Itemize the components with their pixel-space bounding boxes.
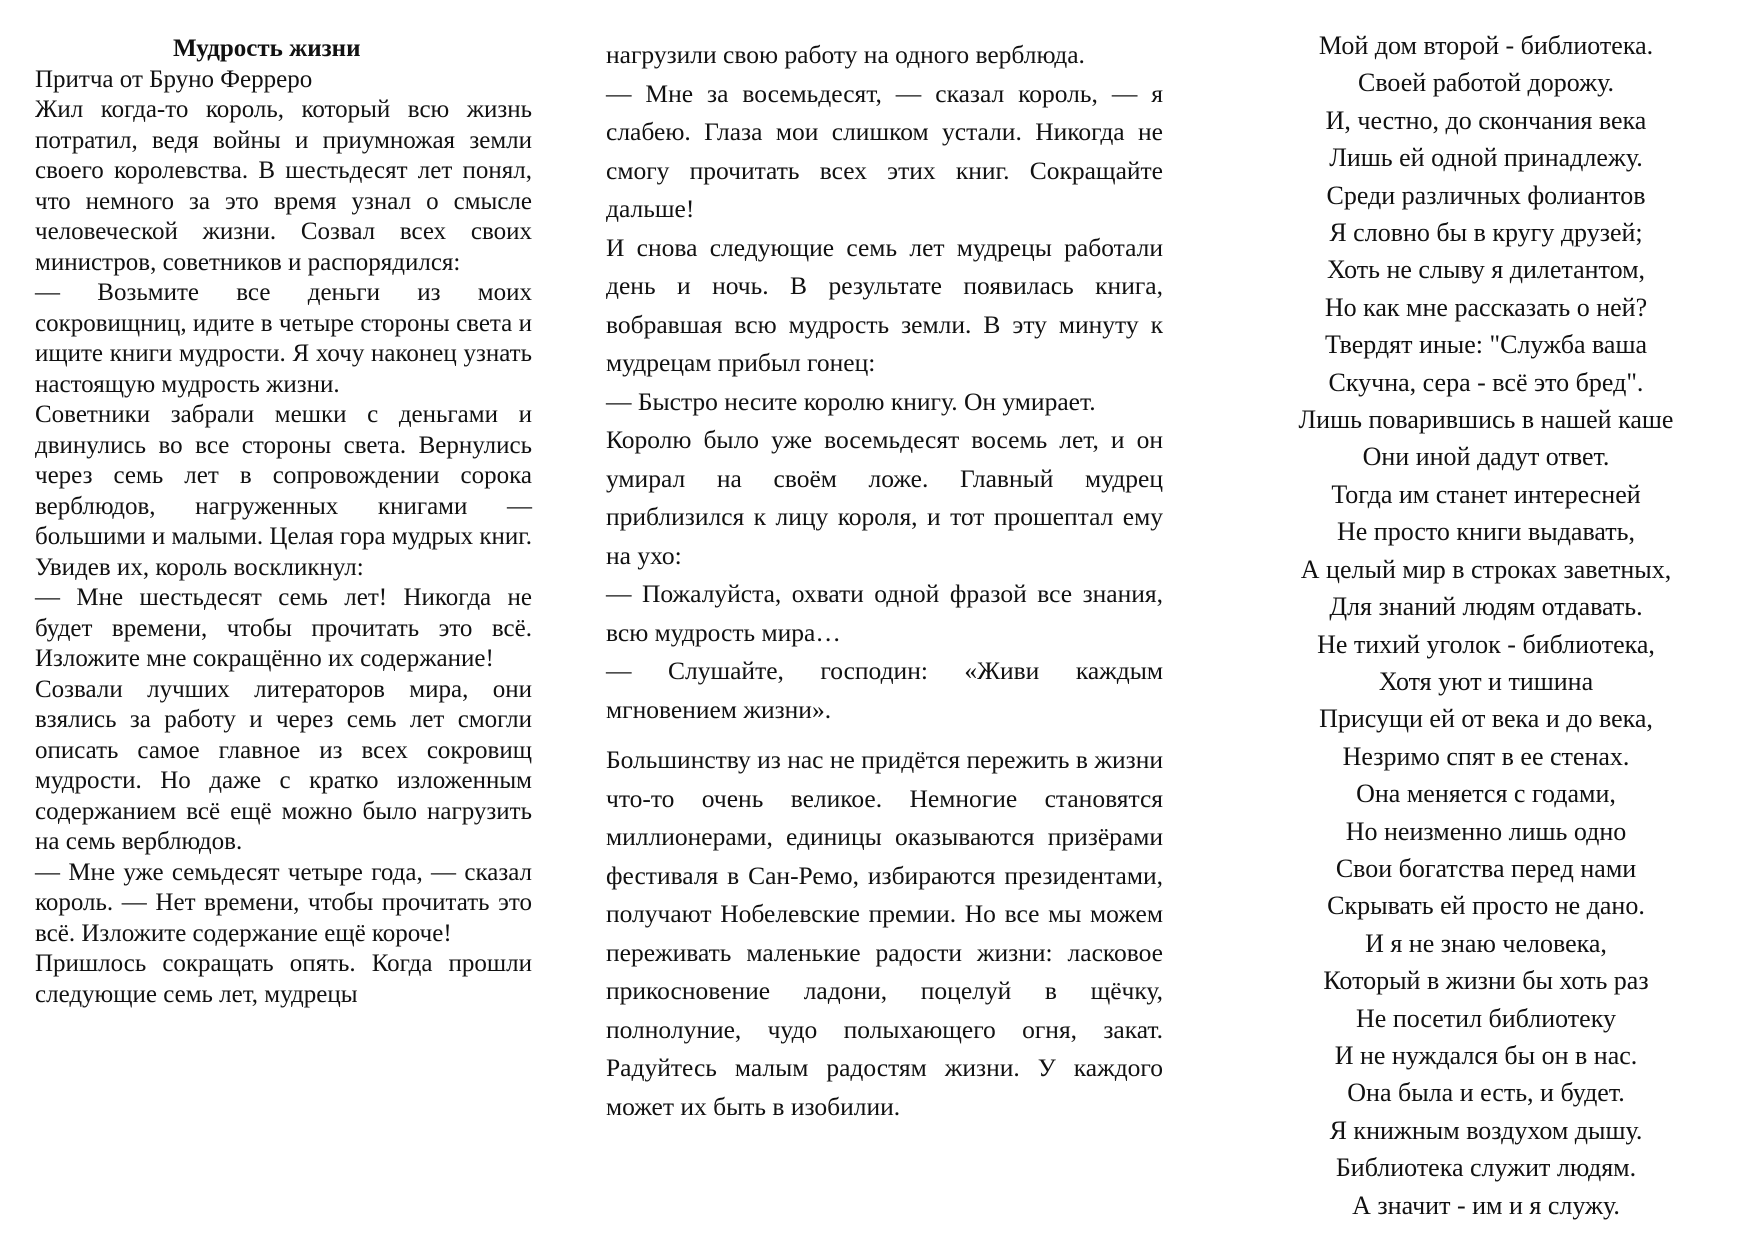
column-parable-start [35, 34, 532, 1010]
parable-paragraph: нагрузили свою работу на одного верблюда. [606, 40, 1085, 69]
poem-line: Свои богатства перед нами [1335, 853, 1637, 883]
poem-line: Который в жизни бы хоть раз [1323, 966, 1649, 996]
poem-line: А целый мир в строках заветных, [1300, 554, 1672, 584]
parable-paragraph: Советники забрали мешки с деньгами и двинулись во все стороны света. Вернулись через семь лет в сопровождении сорока верблюдов, нагруженных книгами — большими и малыми. Целая гора мудрых книг. Увидев их, король воскликнул: [35, 401, 532, 581]
poem-line: И я не знаю человека, [1365, 928, 1607, 958]
column-poem [1250, 27, 1722, 1224]
poem-line: Библиотека служит людям. [1335, 1153, 1637, 1183]
poem-line: Своей работой дорожу. [1357, 68, 1614, 98]
poem-line: Скучна, сера - всё это бред". [1328, 367, 1644, 397]
poem-line: Скрывать ей просто не дано. [1327, 891, 1645, 921]
poem-line: Лишь ей одной принадлежу. [1329, 143, 1643, 173]
poem-line: Хотя уют и тишина [1378, 666, 1594, 696]
parable-paragraph: — Мне шестьдесят семь лет! Никогда не будет времени, чтобы прочитать это всё. Изложите мне сокращённо их содержание! [35, 584, 532, 672]
poem-line: И не нуждался бы он в нас. [1334, 1040, 1638, 1070]
poem-line: Хоть не слыву я дилетантом, [1326, 255, 1646, 285]
poem-line: Мой дом второй - библиотека. [1318, 31, 1654, 60]
poem-line: Но неизменно лишь одно [1345, 816, 1627, 846]
parable-title: Мудрость жизни [173, 35, 361, 62]
poem-line: Не тихий уголок - библиотека, [1317, 629, 1655, 659]
parable-paragraph: Королю было уже восемьдесят восемь лет, и он умирал на своём ложе. Главный мудрец приблизился к лицу короля, и тот прошептал ему на ухо: [606, 425, 1163, 570]
poem-line: Не просто книги выдавать, [1336, 517, 1635, 547]
poem-line: Твердят иные: "Служба ваша [1324, 330, 1648, 360]
parable-paragraph: — Возьмите все деньги из моих сокровищниц, идите в четыре стороны света и ищите книги мудрости. Я хочу наконец узнать настоящую мудрость жизни. [35, 279, 532, 398]
parable-paragraph: Пришлось сокращать опять. Когда прошли следующие семь лет, мудрецы [35, 950, 532, 1008]
poem-line: Она была и есть, и будет. [1347, 1078, 1625, 1108]
parable-paragraph: И снова следующие семь лет мудрецы работали день и ночь. В результате появилась книга, вобравшая всю мудрость земли. В эту минуту к мудрецам прибыл гонец: [606, 232, 1163, 377]
poem-line: Незримо спят в ее стенах. [1342, 741, 1630, 771]
parable-paragraph: — Слушайте, господин: «Живи каждым мгновением жизни». [606, 656, 1163, 724]
parable-paragraph: — Мне за восемьдесят, — сказал король, — я слабею. Глаза мои слишком устали. Никогда не смогу прочитать всех этих книг. Сокращайте дальше! [606, 78, 1163, 223]
parable-paragraph: — Мне уже семьдесят четыре года, — сказал король. — Нет времени, чтобы прочитать это всё. Изложите содержание ещё короче! [35, 858, 532, 947]
poem-line: Среди различных фолиантов [1326, 180, 1646, 210]
poem-line: Не посетил библиотеку [1356, 1003, 1616, 1033]
poem-line: Но как мне рассказать о ней? [1324, 292, 1648, 322]
poem-line: Я книжным воздухом дышу. [1329, 1115, 1643, 1145]
poem-line: Тогда им станет интересней [1331, 479, 1641, 509]
column-parable-end [606, 36, 1163, 1126]
poem-line: Присущи ей от века и до века, [1319, 704, 1653, 734]
poem-line: И, честно, до скончания века [1325, 105, 1647, 135]
poem-line: Для знаний людям отдавать. [1329, 592, 1643, 622]
parable-paragraph: — Пожалуйста, охвати одной фразой все знания, всю мудрость мира… [606, 579, 1163, 647]
parable-paragraph: Жил когда-то король, который всю жизнь потратил, ведя войны и приумножая земли своего королевства. В шестьдесят лет понял, что немного за это время узнал о смысле человеческой жизни. Созвал всех своих министров, советников и распорядился: [35, 96, 532, 276]
poem-line: Лишь поварившись в нашей каше [1298, 405, 1674, 435]
poem-line: Они иной дадут ответ. [1362, 442, 1610, 472]
poem-line: Она меняется с годами, [1356, 779, 1616, 809]
parable-paragraph: — Быстро несите королю книгу. Он умирает. [606, 386, 1096, 416]
afterword-paragraph: Большинству из нас не придётся пережить в жизни что-то очень великое. Немногие становятся миллионерами, единицы оказываются призёрами фестиваля в Сан-Ремо, избираются президентами, получают Нобелевские премии. Но все мы можем переживать маленькие радости жизни: ласковое прикосновение ладони, поцелуй в щёчку, полнолуние, чудо полыхающего огня, закат. Радуйтесь малым радостям жизни. У каждого может их быть в изобилии. [606, 745, 1163, 1121]
parable-paragraph: Созвали лучших литераторов мира, они взялись за работу и через семь лет смогли описать самое главное из всех сокровищ мудрости. Но даже с кратко изложенным содержанием всё ещё можно было нагрузить на семь верблюдов. [35, 675, 532, 855]
poem-line: А значит - им и я служу. [1352, 1190, 1620, 1220]
poem-line: Я словно бы в кругу друзей; [1329, 218, 1643, 248]
parable-subtitle: Притча от Бруно Ферреро [35, 65, 313, 93]
